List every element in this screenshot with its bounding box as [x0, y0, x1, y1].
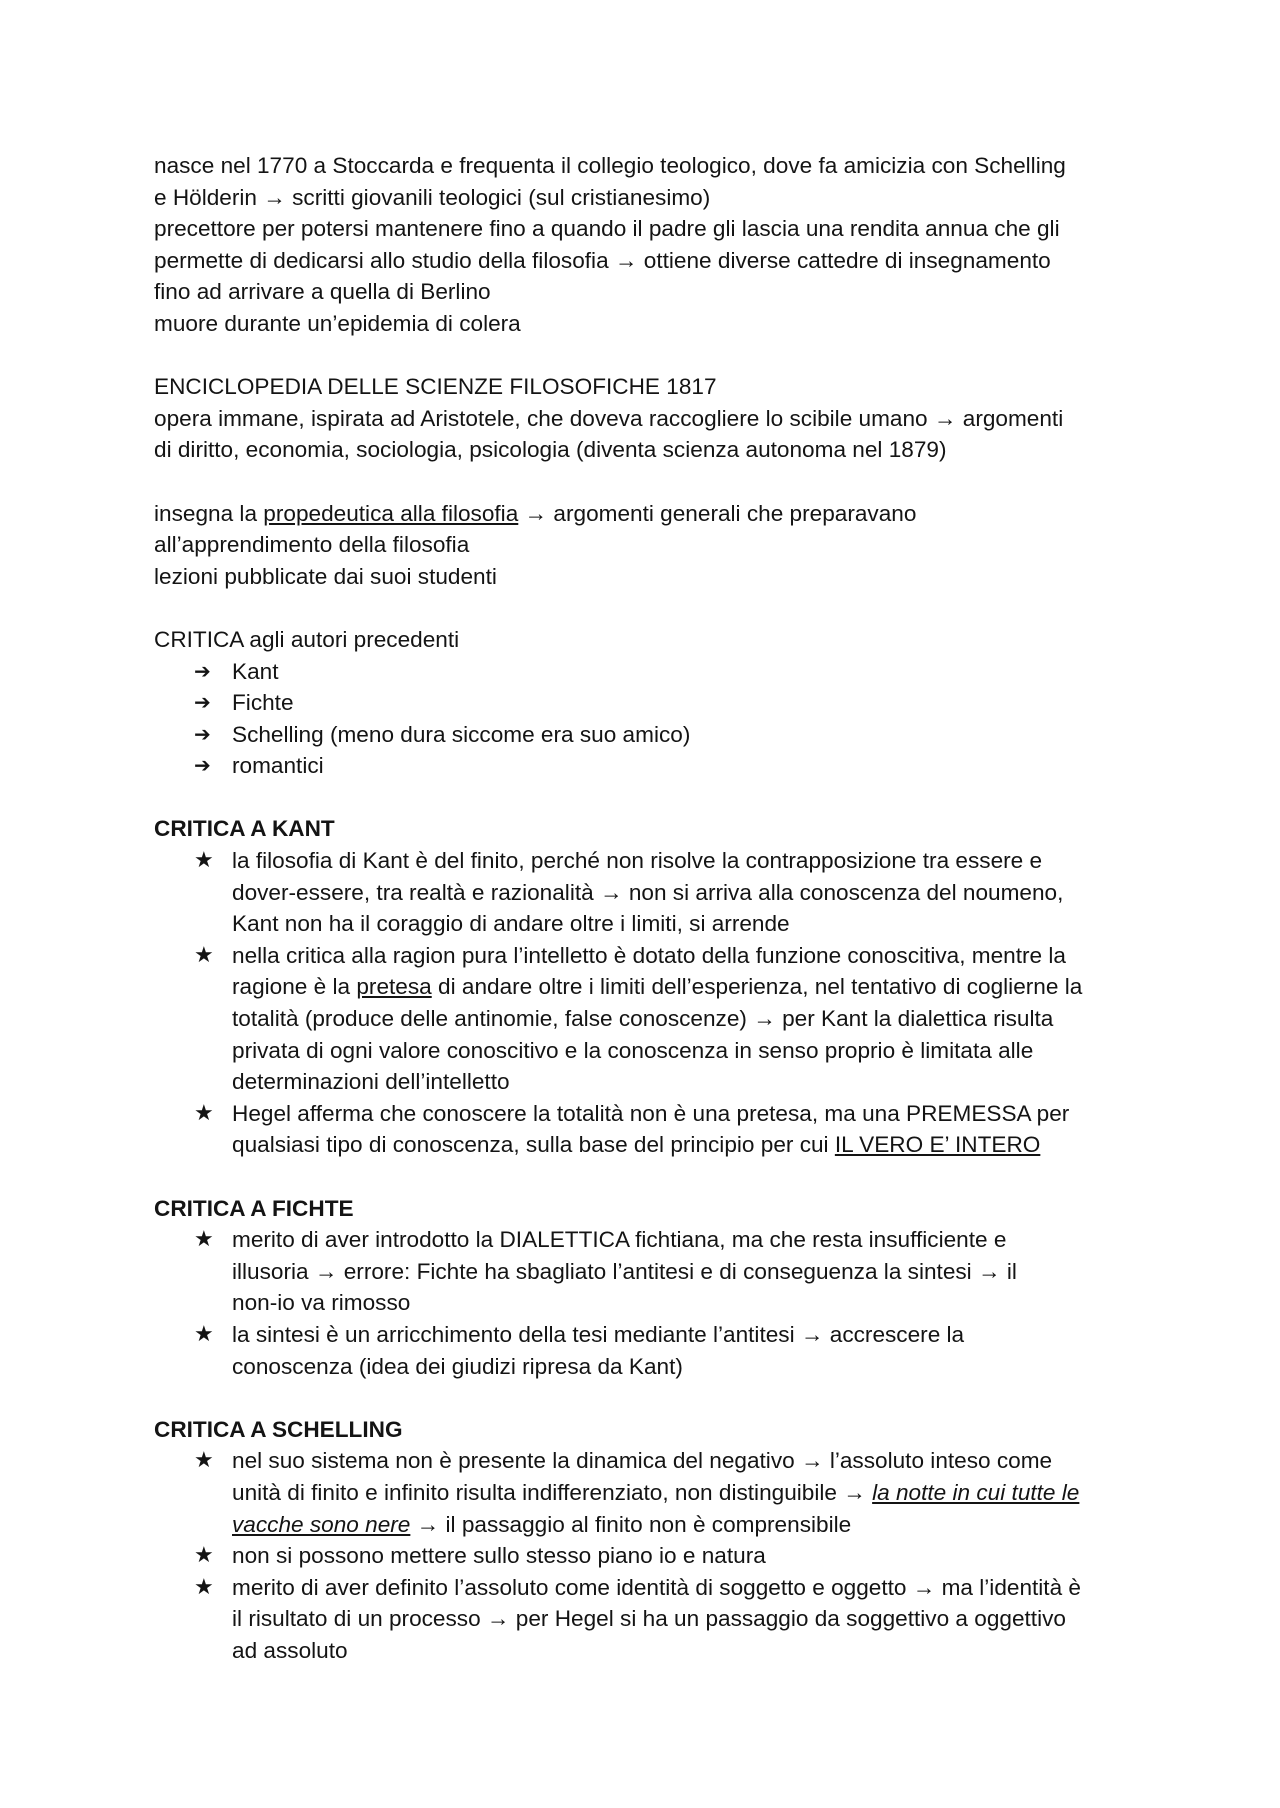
star-bullet-icon: ★	[194, 1227, 214, 1253]
spacer	[154, 340, 1134, 372]
text-line: conoscenza (idea dei giudizi ripresa da Kant)	[232, 1353, 683, 1379]
text-line: permette di dedicarsi allo studio della filosofia → ottiene diverse cattedre di insegnamento	[154, 247, 1051, 273]
text-line: nasce nel 1770 a Stoccarda e frequenta il collegio teologico, dove fa amicizia con Schelling	[154, 153, 1066, 178]
fichte-section	[154, 1193, 1134, 1383]
text-line: lezioni pubblicate dai suoi studenti	[154, 563, 497, 589]
text-line: dover-essere, tra realtà e razionalità → non si arriva alla conoscenza del noumeno,	[232, 879, 1064, 905]
star-bullet-icon: ★	[194, 1448, 214, 1474]
star-list	[154, 1445, 1134, 1666]
star-bullet-icon: ★	[194, 1543, 214, 1569]
critica-overview-section	[154, 624, 1134, 782]
text-line	[232, 1477, 1134, 1509]
text-line: muore durante un’epidemia di colera	[154, 310, 521, 336]
text-line: illusoria → errore: Fichte ha sbagliato l’antitesi e di conseguenza la sintesi → il	[232, 1258, 1017, 1284]
star-list	[154, 845, 1134, 1161]
text-line	[232, 1509, 1134, 1541]
text-fragment: insegna la	[154, 500, 264, 526]
list-item	[154, 687, 1134, 719]
text-fragment: → argomenti generali che preparavano	[518, 500, 917, 526]
text-line: merito di aver introdotto la DIALETTICA fichtiana, ma che resta insufficiente e	[232, 1227, 1007, 1253]
text-line: non-io va rimosso	[232, 1290, 411, 1316]
spacer	[154, 782, 1134, 814]
list-item	[154, 845, 1134, 940]
text-fragment: unità di finito e infinito risulta indifferenziato, non distinguibile →	[232, 1479, 873, 1505]
list-item	[154, 1319, 1134, 1382]
list-item	[154, 719, 1134, 751]
text-fragment: qualsiasi tipo di conoscenza, sulla base del principio per cui	[232, 1132, 835, 1158]
text-line: determinazioni dell’intelletto	[232, 1069, 510, 1095]
arrow-bullet-icon: ➔	[194, 721, 211, 746]
spacer	[154, 592, 1134, 624]
text-line: opera immane, ispirata ad Aristotele, che doveva raccogliere lo scibile umano → argomenti	[154, 405, 1064, 431]
italic-quote: la notte in cui tutte le	[872, 1479, 1080, 1505]
text-line: totalità (produce delle antinomie, false conoscenze) → per Kant la dialettica risulta	[232, 1006, 1054, 1032]
spacer	[154, 1382, 1134, 1414]
text-line	[232, 971, 1134, 1003]
list-item	[154, 1445, 1134, 1540]
text-fragment: → il passaggio al finito non è comprensibile	[410, 1511, 852, 1537]
text-fragment: ragione è la	[232, 974, 357, 1000]
text-line: non si possono mettere sullo stesso piano io e natura	[232, 1543, 766, 1569]
underlined-term: pretesa	[356, 974, 432, 1000]
section-heading: CRITICA A SCHELLING	[154, 1416, 403, 1442]
text-line: di diritto, economia, sociologia, psicologia (diventa scienza autonoma nel 1879)	[154, 437, 947, 463]
spacer	[154, 1161, 1134, 1193]
section-heading: CRITICA A FICHTE	[154, 1195, 354, 1221]
list-item-label: Schelling (meno dura siccome era suo amico)	[232, 721, 691, 747]
list-item	[154, 1098, 1134, 1161]
text-line: nella critica alla ragion pura l’intelletto è dotato della funzione conoscitiva, mentre la	[232, 942, 1066, 968]
section-title: ENCICLOPEDIA DELLE SCIENZE FILOSOFICHE 1817	[154, 374, 717, 400]
text-line: precettore per potersi mantenere fino a quando il padre gli lascia una rendita annua che gli	[154, 216, 1060, 242]
star-bullet-icon: ★	[194, 848, 214, 874]
text-line: privata di ogni valore conoscitivo e la conoscenza in senso proprio è limitata alle	[232, 1037, 1034, 1063]
section-heading: CRITICA A KANT	[154, 816, 335, 842]
list-item-label: Fichte	[232, 690, 294, 716]
list-item	[154, 1224, 1134, 1319]
list-item	[154, 750, 1134, 782]
text-fragment: di andare oltre i limiti dell’esperienza, nel tentativo di coglierne la	[431, 974, 1083, 1000]
text-line: la filosofia di Kant è del finito, perché non risolve la contrapposizione tra essere e	[232, 848, 1043, 874]
enciclopedia-section	[154, 371, 1134, 466]
star-bullet-icon: ★	[194, 942, 214, 968]
arrow-bullet-icon: ➔	[194, 753, 211, 778]
schelling-section	[154, 1414, 1134, 1667]
document-page	[154, 150, 1134, 1667]
text-line: ad assoluto	[232, 1637, 348, 1663]
list-item	[154, 940, 1134, 1098]
italic-quote: vacche sono nere	[232, 1511, 411, 1537]
text-line: nel suo sistema non è presente la dinamica del negativo → l’assoluto inteso come	[232, 1448, 1053, 1474]
text-line: e Hölderin → scritti giovanili teologici (sul cristianesimo)	[154, 184, 711, 210]
text-line: fino ad arrivare a quella di Berlino	[154, 279, 491, 305]
star-bullet-icon: ★	[194, 1100, 214, 1126]
kant-section	[154, 813, 1134, 1161]
text-line: all’apprendimento della filosofia	[154, 532, 470, 558]
propedeutica-section	[154, 498, 1134, 593]
star-bullet-icon: ★	[194, 1574, 214, 1600]
list-item	[154, 656, 1134, 688]
text-line: la sintesi è un arricchimento della tesi mediante l’antitesi → accrescere la	[232, 1321, 965, 1347]
list-item-label: Kant	[232, 658, 279, 684]
text-line: Kant non ha il coraggio di andare oltre i limiti, si arrende	[232, 911, 790, 937]
intro-section	[154, 150, 1134, 340]
text-line	[154, 498, 1134, 530]
underlined-term: IL VERO E’ INTERO	[834, 1132, 1041, 1158]
list-item	[154, 1572, 1134, 1667]
text-line: merito di aver definito l’assoluto come identità di soggetto e oggetto → ma l’identità è	[232, 1574, 1081, 1600]
text-line	[232, 1129, 1134, 1161]
underlined-term: propedeutica alla filosofia	[263, 500, 519, 526]
section-title: CRITICA agli autori precedenti	[154, 626, 460, 652]
list-item	[154, 1540, 1134, 1572]
arrow-list	[154, 656, 1134, 782]
arrow-bullet-icon: ➔	[194, 690, 211, 715]
star-list	[154, 1224, 1134, 1382]
arrow-bullet-icon: ➔	[194, 658, 211, 683]
star-bullet-icon: ★	[194, 1321, 214, 1347]
text-line: Hegel afferma che conoscere la totalità non è una pretesa, ma una PREMESSA per	[232, 1100, 1070, 1126]
spacer	[154, 466, 1134, 498]
text-line: il risultato di un processo → per Hegel si ha un passaggio da soggettivo a oggettivo	[232, 1606, 1066, 1632]
list-item-label: romantici	[232, 753, 324, 779]
